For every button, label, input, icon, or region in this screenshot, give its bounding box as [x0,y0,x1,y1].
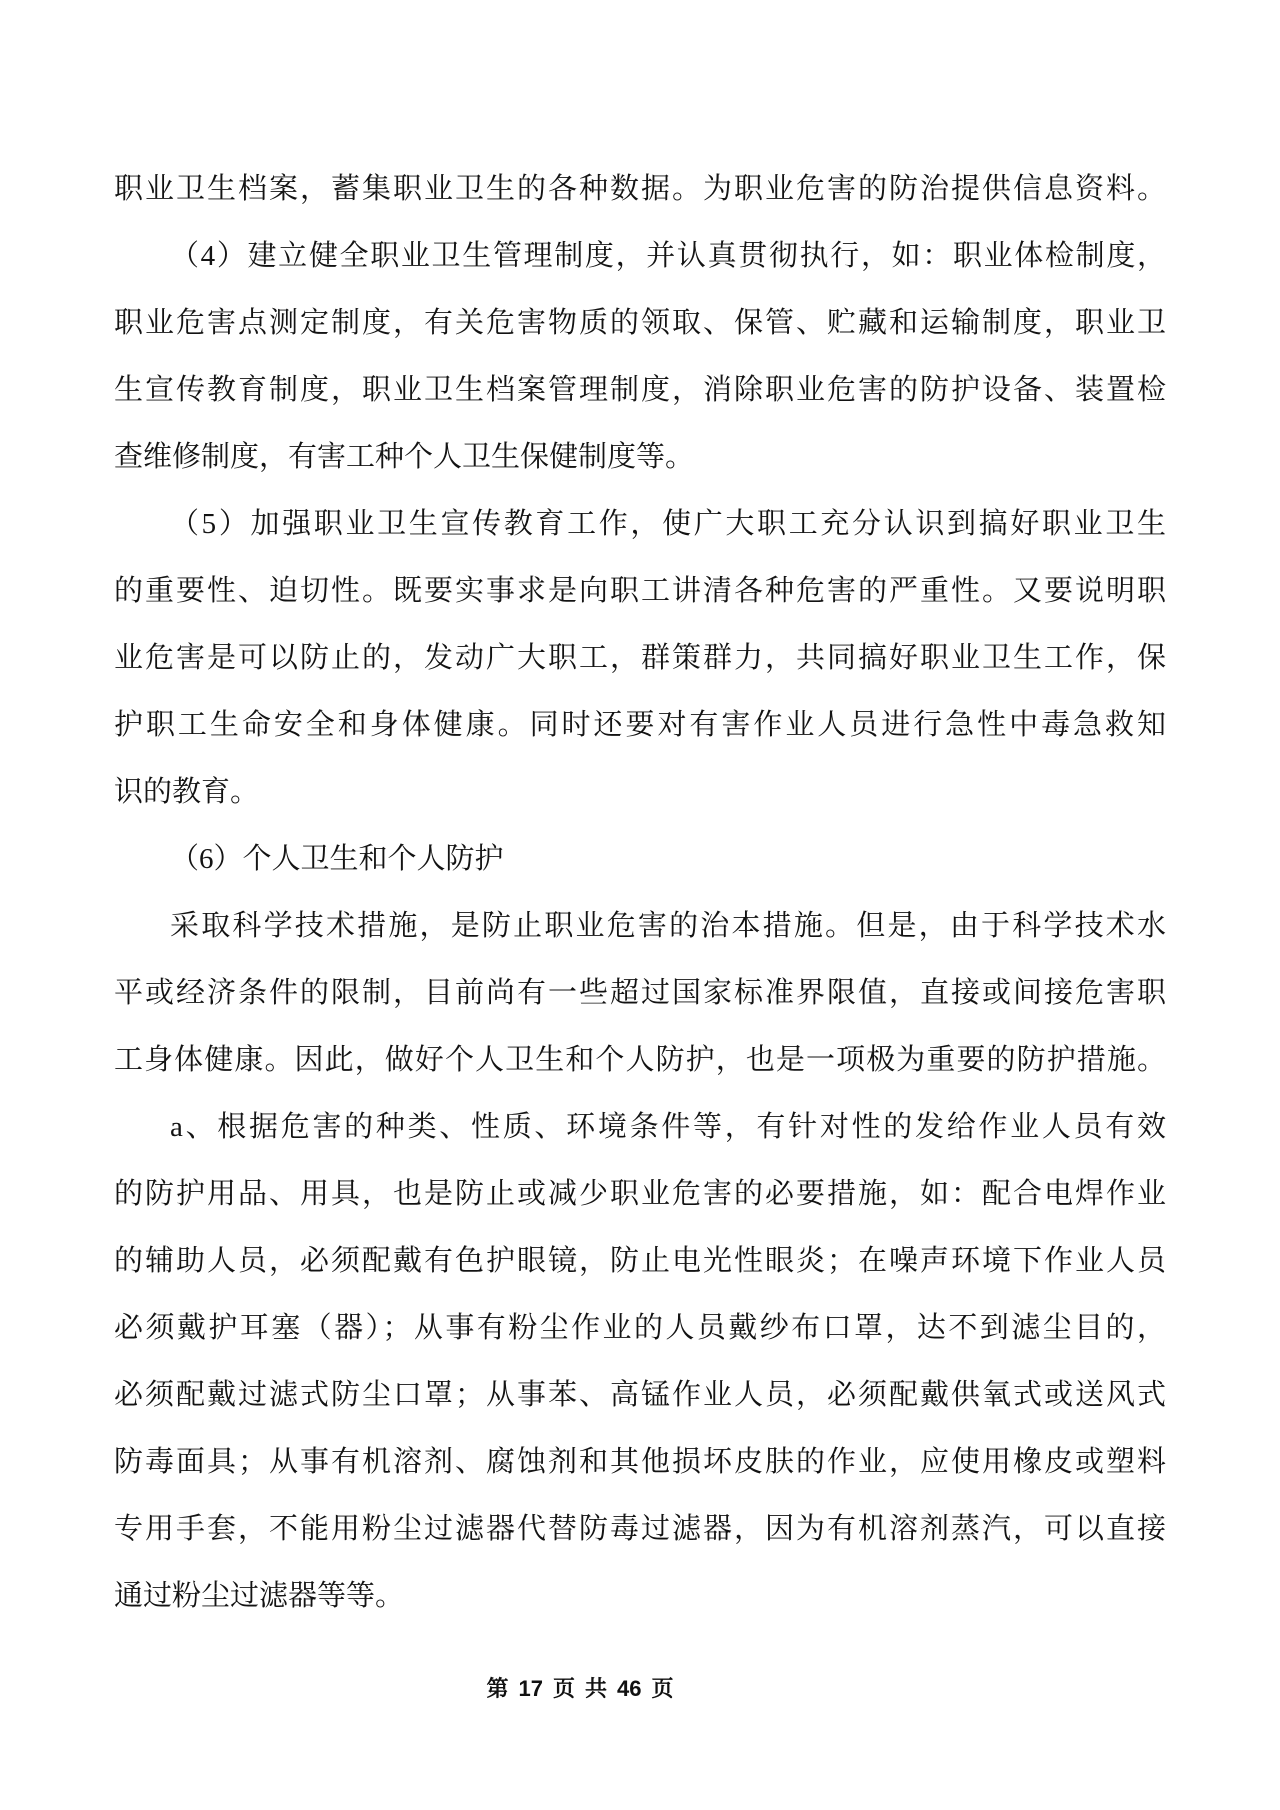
document-line: 的辅助人员，必须配戴有色护眼镜，防止电光性眼炎；在噪声环境下作业人员 [114,1245,1166,1277]
document-line: 专用手套，不能用粉尘过滤器代替防毒过滤器，因为有机溶剂蒸汽，可以直接 [114,1513,1166,1545]
footer-label-ye: 页 [552,1676,575,1701]
page-footer [0,1672,1220,1703]
footer-label-di: 第 [486,1676,509,1701]
footer-label-ye2: 页 [651,1676,674,1701]
document-line: 生宣传教育制度，职业卫生档案管理制度，消除职业危害的防护设备、装置检 [114,374,1166,406]
document-body [114,156,1166,1630]
document-line: （6）个人卫生和个人防护 [170,843,504,875]
document-line: 查维修制度，有害工种个人卫生保健制度等。 [114,441,695,473]
document-line: 职业危害点测定制度，有关危害物质的领取、保管、贮藏和运输制度，职业卫 [114,307,1166,339]
document-line: 业危害是可以防止的，发动广大职工，群策群力，共同搞好职业卫生工作，保 [114,642,1166,674]
document-line: 工身体健康。因此，做好个人卫生和个人防护，也是一项极为重要的防护措施。 [114,1044,1166,1076]
document-line: a、根据危害的种类、性质、环境条件等，有针对性的发给作业人员有效 [170,1111,1166,1143]
footer-total-pages: 46 [617,1676,642,1701]
footer-page-number: 17 [518,1676,543,1701]
document-line: 防毒面具；从事有机溶剂、腐蚀剂和其他损坏皮肤的作业，应使用橡皮或塑料 [114,1446,1166,1478]
document-line: 护职工生命安全和身体健康。同时还要对有害作业人员进行急性中毒急救知 [114,709,1166,741]
document-line: （5）加强职业卫生宣传教育工作，使广大职工充分认识到搞好职业卫生 [170,508,1166,540]
document-line: 职业卫生档案，蓄集职业卫生的各种数据。为职业危害的防治提供信息资料。 [114,173,1166,205]
footer-label-gong: 共 [585,1676,608,1701]
document-line: 平或经济条件的限制，目前尚有一些超过国家标准界限值，直接或间接危害职 [114,977,1166,1009]
document-line: 必须戴护耳塞（器）；从事有粉尘作业的人员戴纱布口罩，达不到滤尘目的， [114,1312,1166,1344]
document-line: 的防护用品、用具，也是防止或减少职业危害的必要措施，如：配合电焊作业 [114,1178,1166,1210]
document-line: 通过粉尘过滤器等等。 [114,1580,405,1612]
document-line: 采取科学技术措施，是防止职业危害的治本措施。但是，由于科学技术水 [170,910,1166,942]
document-line: 必须配戴过滤式防尘口罩；从事苯、高锰作业人员，必须配戴供氧式或送风式 [114,1379,1166,1411]
document-line: 识的教育。 [114,776,260,808]
document-line: 的重要性、迫切性。既要实事求是向职工讲清各种危害的严重性。又要说明职 [114,575,1166,607]
document-line: （4）建立健全职业卫生管理制度，并认真贯彻执行，如：职业体检制度， [170,240,1166,272]
